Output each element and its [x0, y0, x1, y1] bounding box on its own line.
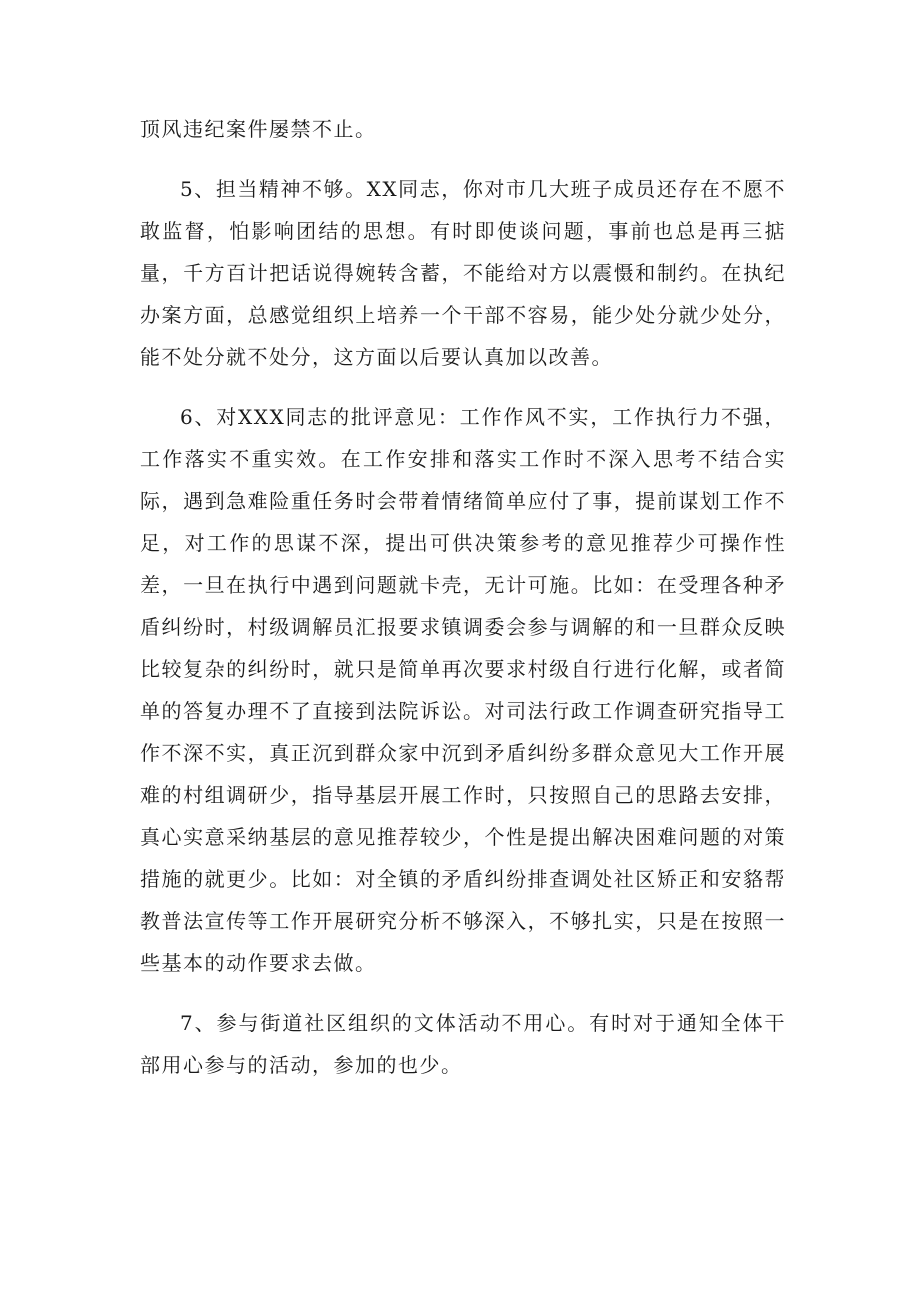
paragraph-continuation: 顶风违纪案件屡禁不止。: [140, 117, 377, 141]
paragraph-item-6: 6、对XXX同志的批评意见：工作作风不实，工作执行力不强，工作落实不重实效。在工作安排和落实工作时不深入思考不结合实际，遇到急难险重任务时会带着情绪简单应付了事，提前谋划工作不足，对工作的思谋不深，提出可供决策参考的意见推荐少可操作性差，一旦在执行中遇到问题就卡壳，无计可施。比如：在受理各种矛盾纠纷时，村级调解员汇报要求镇调委会参与调解的和一旦群众反映比较复杂的纠纷时，就只是简单再次要求村级自行进行化解，或者简单的答复办理不了直接到法院诉讼。对司法行政工作调查研究指导工作不深不实，真正沉到群众家中沉到矛盾纠纷多群众意见大工作开展难的村组调研少，指导基层开展工作时，只按照自己的思路去安排，真心实意采纳基层的意见推荐较少，个性是提出解决困难问题的对策措施的就更少。比如：对全镇的矛盾纠纷排查调处社区矫正和安貉帮教普法宣传等工作开展研究分析不够深入，不够扎实，只是在按照一些基本的动作要求去做。: [140, 405, 786, 975]
paragraph-item-7: 7、参与街道社区组织的文体活动不用心。有时对于通知全体干部用心参与的活动，参加的也少。: [140, 1011, 786, 1077]
paragraph-item-5: 5、担当精神不够。XX同志，你对市几大班子成员还存在不愿不敢监督，怕影响团结的思想。有时即使谈问题，事前也总是再三掂量，千方百计把话说得婉转含蓄，不能给对方以震慑和制约。在执纪办案方面，总感觉组织上培养一个干部不容易，能少处分就少处分，能不处分就不处分，这方面以后要认真加以改善。: [140, 177, 786, 369]
document-page: [140, 108, 786, 1104]
